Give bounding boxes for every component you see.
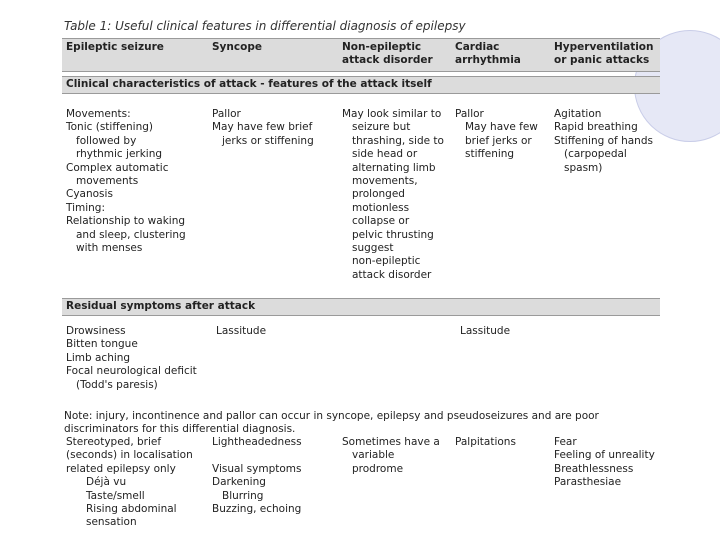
cell-line: May have few <box>465 121 538 134</box>
section-band-attack-features <box>62 76 660 94</box>
section-title: Clinical characteristics of attack - features of the attack itself <box>66 78 432 90</box>
cell-line: Fear <box>554 436 577 448</box>
s3-hyperventilation-cell <box>554 436 655 490</box>
header-cardiac-arrhythmia <box>455 41 521 68</box>
cell-line: Darkening <box>212 476 266 489</box>
header-line: attack disorder <box>342 54 433 67</box>
cell-line: Relationship to waking <box>66 215 186 228</box>
cell-line: Rapid breathing <box>554 121 638 134</box>
cell-line: collapse or <box>352 215 410 228</box>
header-non-epileptic <box>342 41 433 68</box>
cell-line: May look similar to <box>342 108 442 120</box>
cell-line: movements, <box>352 174 418 187</box>
cell-line: Buzzing, echoing <box>212 502 302 515</box>
cell-line: Stereotyped, brief <box>66 436 162 448</box>
cell-line: Tonic (stiffening) <box>66 121 154 134</box>
section-band-residual-symptoms <box>62 298 660 316</box>
cell-line: stiffening <box>465 148 515 161</box>
cell-line: Cyanosis <box>66 188 113 201</box>
s3-syncope-cell <box>212 436 302 516</box>
cell-line: Blurring <box>222 489 264 502</box>
header-line: Non-epileptic <box>342 41 422 53</box>
cell-line: variable <box>352 449 395 462</box>
cell-line: Taste/smell <box>86 489 145 502</box>
cell-line: Pallor <box>455 108 484 120</box>
header-hyperventilation <box>554 41 654 68</box>
cell-line: non-epileptic <box>352 255 421 268</box>
note-line: discriminators for this differential diagnosis. <box>64 423 296 436</box>
s2-syncope-cell: Lassitude <box>216 325 267 337</box>
s1-syncope-cell <box>212 108 314 148</box>
cell-line: sensation <box>86 516 137 529</box>
header-line: arrhythmia <box>455 54 521 67</box>
cell-line: attack disorder <box>352 268 432 281</box>
cell-line: Focal neurological deficit <box>66 365 197 378</box>
cell-line: brief jerks or <box>465 134 532 147</box>
s1-hyperventilation-cell <box>554 108 653 175</box>
cell-line: Sometimes have a <box>342 436 440 448</box>
cell-line: prolonged <box>352 188 405 201</box>
cell-line: Pallor <box>212 108 241 120</box>
header-row <box>62 38 660 72</box>
s2-cardiac-cell: Lassitude <box>460 325 511 337</box>
cell-line: jerks or stiffening <box>222 134 314 147</box>
s1-non-epileptic-cell <box>342 108 444 282</box>
cell-line: pelvic thrusting <box>352 228 434 241</box>
cell-line: Breathlessness <box>554 462 634 475</box>
cell-line <box>212 449 302 462</box>
cell-line: followed by <box>76 134 137 147</box>
s1-epileptic-cell <box>66 108 186 255</box>
cell-line: Lightheadedness <box>212 436 302 448</box>
cell-line: Movements: <box>66 108 131 120</box>
cell-line: (Todd's paresis) <box>76 378 158 391</box>
cell-line: Complex automatic <box>66 161 169 174</box>
s3-non-epileptic-cell <box>342 436 440 476</box>
cell-line: seizure but <box>352 121 411 134</box>
cell-line: Stiffening of hands <box>554 134 653 147</box>
header-line: or panic attacks <box>554 54 650 67</box>
s3-cardiac-cell: Palpitations <box>455 436 516 448</box>
cell-line: Drowsiness <box>66 325 126 337</box>
header-line: Cardiac <box>455 41 500 53</box>
cell-line: Timing: <box>66 201 106 214</box>
cell-line: Limb aching <box>66 351 131 364</box>
s2-epileptic-cell <box>66 325 197 392</box>
cell-line: Feeling of unreality <box>554 449 655 462</box>
cell-line: spasm) <box>564 161 603 174</box>
s3-epileptic-cell <box>66 436 193 530</box>
cell-line: related epilepsy only <box>66 462 176 475</box>
section-title: Residual symptoms after attack <box>66 300 256 312</box>
cell-line: Rising abdominal <box>86 502 177 515</box>
header-epileptic-seizure: Epileptic seizure <box>66 41 164 53</box>
cell-line: rhythmic jerking <box>76 148 163 161</box>
note-text <box>64 410 662 437</box>
header-line: Hyperventilation <box>554 41 654 53</box>
cell-line: May have few brief <box>212 121 313 134</box>
cell-line: alternating limb <box>352 161 436 174</box>
cell-line: movements <box>76 174 139 187</box>
cell-line: Déjà vu <box>86 476 127 489</box>
cell-line: and sleep, clustering <box>76 228 186 241</box>
cell-line: motionless <box>352 201 410 214</box>
cell-line: side head or <box>352 148 418 161</box>
header-syncope: Syncope <box>212 41 262 53</box>
cell-line: Bitten tongue <box>66 338 138 351</box>
table-title: Table 1: Useful clinical features in differential diagnosis of epilepsy <box>64 19 466 33</box>
cell-line: Agitation <box>554 108 602 120</box>
cell-line: (carpopedal <box>564 148 627 161</box>
cell-line: with menses <box>76 241 143 254</box>
cell-line: Visual symptoms <box>212 462 302 475</box>
cell-line: (seconds) in localisation <box>66 449 193 462</box>
cell-line: Parasthesiae <box>554 476 622 489</box>
cell-line: prodrome <box>352 462 404 475</box>
cell-line: thrashing, side to <box>352 134 444 147</box>
cell-line: suggest <box>352 241 394 254</box>
s1-cardiac-cell <box>455 108 538 162</box>
clinical-table-document <box>62 0 662 540</box>
note-line: Note: injury, incontinence and pallor can occur in syncope, epilepsy and pseudoseizures and are poor <box>64 410 599 422</box>
